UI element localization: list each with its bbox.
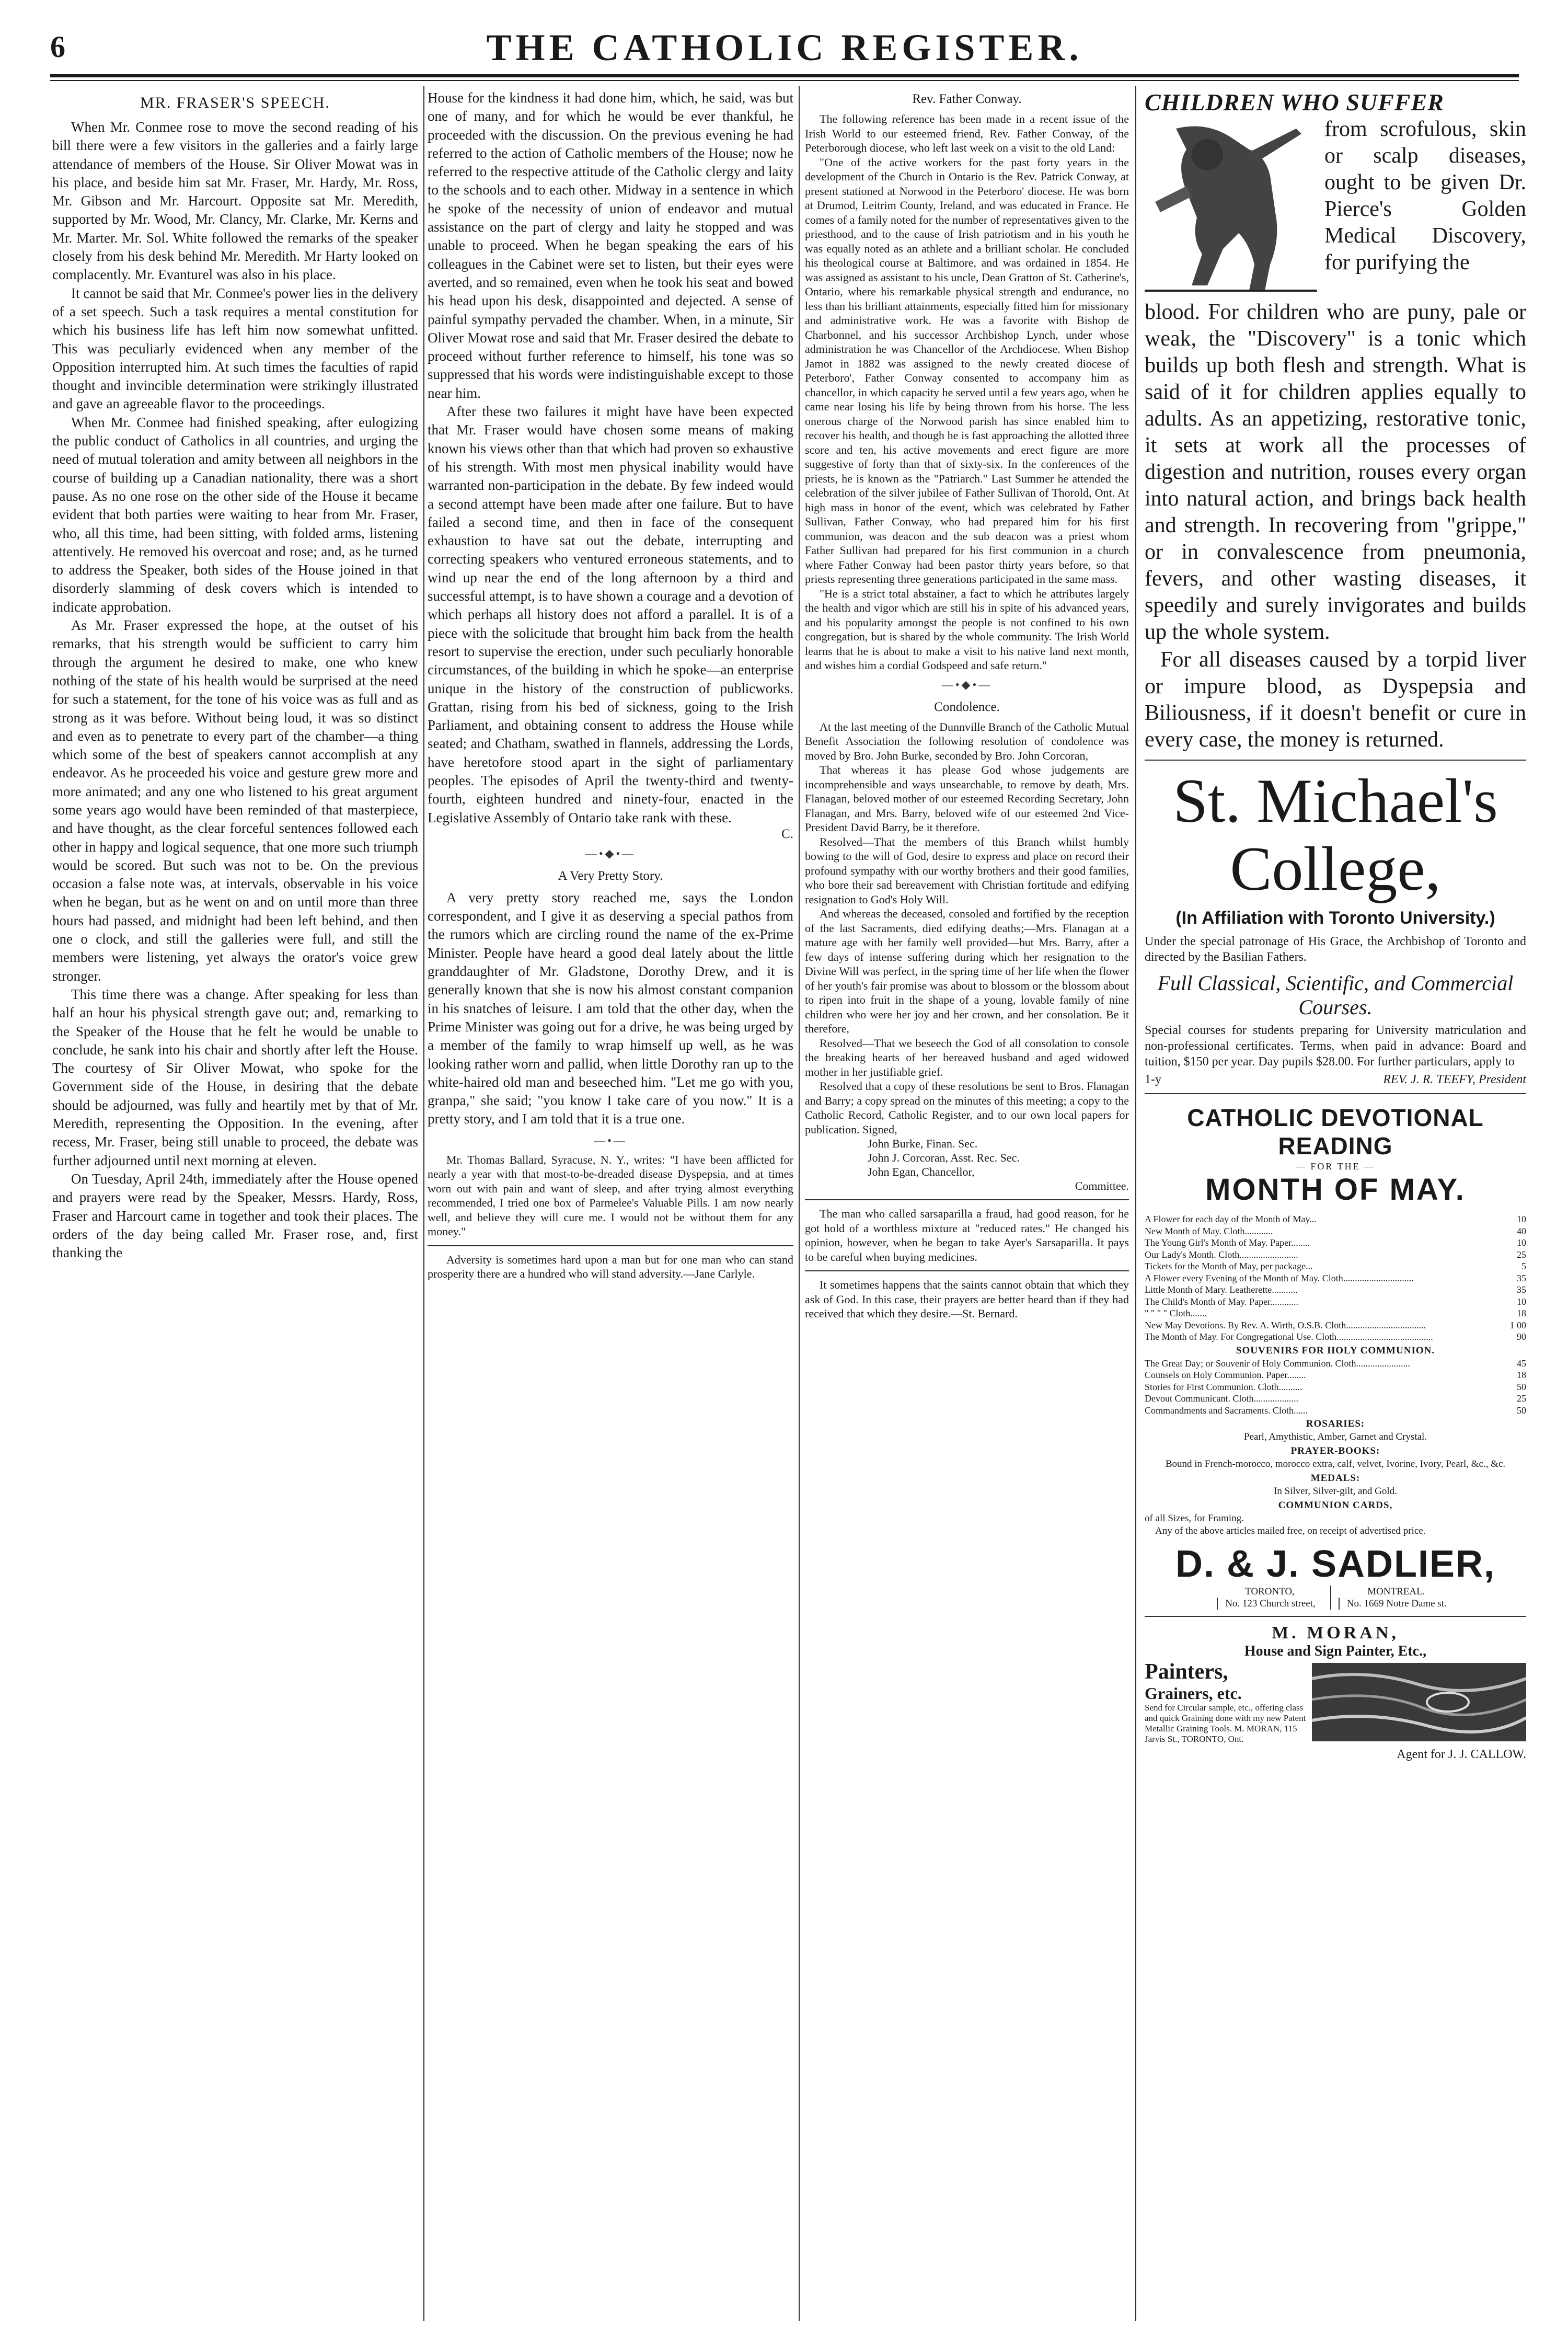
list-item: New Month of May. Cloth............ 40: [1145, 1225, 1526, 1236]
publisher-addresses: [1145, 1586, 1526, 1610]
grain-sample-image: [1312, 1663, 1526, 1741]
paragraph: As Mr. Fraser expressed the hope, at the outset of his remarks, that his strength would be sufficient to carry him through the argument he desired to make, one who knew nothing of the state of his health would be surprised at the need for such a statement, for the tone of his voice was as full and as strong as it was before. Without being loud, it was so distinct and even as to penetrate to every part of the chamber—a thing which some of the best of speakers cannot accomplish at any endeavor. As he proceeded his voice and gesture grew more and more animated; and any one who listened to his great argument some years ago would have been reminded of that masterpiece, and have thought, as the clear forceful sentences followed each other in happy and logical sequence, that one more such triumph would be scored. But such was not to be. On the previous occasion a false note was, at intervals, observable in his voice when he began, but as he went on and on until more than three hours had passed, and midnight had been left behind, and then one o clock, and still the galleries were full, and still the members were listening, yet always the orator's voice grew stronger.: [52, 617, 418, 984]
section-text: Any of the above articles mailed free, on receipt of advertised price.: [1155, 1525, 1426, 1536]
section-heading: COMMUNION CARDS,: [1278, 1500, 1393, 1511]
signatory: John Burke, Finan. Sec.: [868, 1137, 978, 1150]
college-name: St. Michael's College,: [1173, 766, 1498, 903]
list-item: Tickets for the Month of May, per package... 5: [1145, 1261, 1526, 1271]
list-item: The Young Girl's Month of May. Paper........ 10: [1145, 1237, 1526, 1248]
pierce-ad: [1145, 116, 1526, 753]
list-item: " " " " Cloth....... 18: [1145, 1308, 1526, 1318]
paragraph: Resolved that a copy of these resolutions be sent to Bros. Flanagan and Barry; a copy spread on the minutes of this meeting; a copy to the Catholic Record, Catholic Register, and to our own local papers for publication. Signed,: [805, 1080, 1129, 1136]
list-item: Commandments and Sacraments. Cloth...... 50: [1145, 1405, 1526, 1416]
paragraph: "He is a strict total abstainer, a fact to which he attributes largely the health and vigor which are still his in spite of his advanced years, and his popularity amongst the people is not confined to his own congregation, but is shared by the whole community. The Irish World learns that he is about to make a visit to his native land next month, and wishes him a cordial Godspeed and safe return.": [805, 587, 1129, 672]
list-item: Little Month of Mary. Leatherette........... 35: [1145, 1284, 1526, 1295]
paragraph: When Mr. Conmee had finished speaking, after eulogizing the public conduct of Catholics in all countries, and urging the need of mutual toleration and amity between all neighbors in the course of building up a Canadian nationality, there was a short pause. As no one rose on the other side of the House it became evident that both parties were waiting to hear from Mr. Fraser, who, all this time, had been sitting, with folded arms, listening attentively. He removed his overcoat and rose; and, as he turned to address the Speaker, both sides of the House joined in that disorderly slamming of desk covers which is intended to indicate approbation.: [52, 414, 418, 615]
divider: [805, 1199, 1129, 1200]
signatories: [805, 1136, 1129, 1193]
paragraph: It cannot be said that Mr. Conmee's power lies in the delivery of a set speech. Such a task requires a mental constitution for which his business life has left him now somewhat unfitted. This was peculiarly evidenced when any member of the Opposition interrupted him. At such times the faculties of rapid thought and invincible determination were strikingly illustrated and gave an agreeable flavor to the proceedings.: [52, 285, 418, 412]
paragraph: That whereas it has please God whose judgements are incomprehensible and ways unsearchable, to remove by death, Mrs. Flanagan, beloved mother of our esteemed Recording Secretary, John Flanagan, and Mrs. Barry, beloved wife of our esteemed 2nd Vice-President David Barry, be it therefore.: [805, 763, 1129, 834]
ornament-divider: —•◆•—: [585, 846, 636, 860]
divider: [1145, 1616, 1526, 1617]
masthead-rule: [50, 74, 1519, 77]
college-courses: Full Classical, Scientific, and Commercial Courses.: [1157, 971, 1514, 1019]
list-item: A Flower for each day of the Month of May... 10: [1145, 1214, 1526, 1224]
devotional-heading: CATHOLIC DEVOTIONAL READING: [1187, 1104, 1484, 1159]
souvenir-list: [1145, 1358, 1526, 1417]
ornament-divider: —•◆•—: [941, 678, 993, 691]
paragraph: The following reference has been made in a recent issue of the Irish World to our esteemed friend, Rev. Father Conway, of the Peterborough diocese, who left last week on a visit to the old Land:: [805, 112, 1129, 154]
list-item: A Flower every Evening of the Month of May. Cloth.............................. 35: [1145, 1272, 1526, 1283]
section-text: Pearl, Amythistic, Amber, Garnet and Crystal.: [1243, 1431, 1427, 1442]
publisher-name: D. & J. SADLIER,: [1175, 1543, 1496, 1585]
article-headline: A Very Pretty Story.: [558, 868, 663, 883]
section-heading: SOUVENIRS FOR HOLY COMMUNION.: [1236, 1345, 1435, 1356]
list-item: The Great Day; or Souvenir of Holy Communion. Cloth....................... 45: [1145, 1358, 1526, 1369]
agent-line: Agent for J. J. CALLOW.: [1397, 1748, 1526, 1761]
section-text: of all Sizes, for Framing.: [1145, 1513, 1244, 1524]
list-item: Our Lady's Month. Cloth......................... 25: [1145, 1249, 1526, 1260]
grainers-label: Grainers, etc.: [1145, 1684, 1242, 1703]
paper-title: THE CATHOLIC REGISTER.: [486, 27, 1083, 68]
engraving-illustration: [1145, 118, 1317, 296]
paragraph: This time there was a change. After speaking for less than half an hour his physical strength gave out; and, remarking to the Speaker of the House that he felt he would be unable to conclude, he sank into his chair and shortly after left the House. The courtesy of Sir Oliver Mowat, who spoke for the Government side of the House, in desiring that the debate should be adjourned, was fully and heartily met by that of Mr. Meredith, representing the Opposition. In the evening, after recess, Mr. Fraser, being still unable to proceed, the debate was further adjourned until next morning at eleven.: [52, 986, 418, 1168]
list-item: Stories for First Communion. Cloth.......... 50: [1145, 1381, 1526, 1392]
list-item: Devout Communicant. Cloth................... 25: [1145, 1393, 1526, 1404]
painter-subtitle: House and Sign Painter, Etc.,: [1244, 1643, 1427, 1659]
list-item: Counsels on Holy Communion. Paper........ 18: [1145, 1370, 1526, 1380]
section-heading: ROSARIES:: [1306, 1418, 1365, 1429]
paragraph: On Tuesday, April 24th, immediately after the House opened and prayers were read by the Speaker, Messrs. Hardy, Ross, Fraser and Harcourt came in together and took their places. The orders of the day being called Mr. Fraser rose, and, first thanking the: [52, 1170, 418, 1261]
signature: C.: [781, 826, 793, 841]
ad-code: 1-y: [1145, 1073, 1161, 1086]
divider: [805, 1270, 1129, 1271]
paragraph: After these two failures it might have have been expected that Mr. Fraser would have chosen some means of making known his views other than that which had proven so exhaustive of his strength. With most men physical inability would have warranted non-participation in the debate. By few indeed would a second attempt have been made after one failure. But to have failed a second time, and then in face of the consequent exhaustion to have sat out the debate, interrupting and correcting speakers who ventured erroneous statements, and to wind up near the end of the long afternoon by a third and successful attempt, is to have shown a courage and a devotion of which perhaps all history does not afford a parallel. It is of a piece with the solicitude that brought him back from the health resort to supervise the erection, under such peculiarly honorable circumstances, of the building in which he spoke—an enterprise unique in the history of the construction of publicworks. Grattan, rising from his bed of sickness, going to the Irish Parliament, and obtaining consent to address the House while seated; and Chatham, swathed in flannels, addressing the Lords, have heretofore stood apart in the sight of parliamentary peoples. The episodes of April the twenty-third and twenty-fourth, eighteen hundred and ninety-four, enacted in the Legislative Assembly of Ontario take rank with these.: [428, 404, 793, 825]
paragraph: At the last meeting of the Dunnville Branch of the Catholic Mutual Benefit Association the following resolution of condolence was moved by Bro. John Burke, seconded by Bro. John Corcoran,: [805, 720, 1129, 762]
section-heading: MEDALS:: [1310, 1473, 1361, 1484]
column-1: [52, 89, 418, 1262]
section-heading: PRAYER-BOOKS:: [1290, 1445, 1380, 1456]
list-item: The Month of May. For Congregational Use. Cloth......................................... 90: [1145, 1331, 1526, 1342]
article-headline: MR. FRASER'S SPEECH.: [140, 94, 330, 111]
masthead-rule-thin: [50, 80, 1519, 81]
book-list: [1145, 1213, 1526, 1343]
column-divider: [1135, 86, 1136, 2321]
address-toronto: TORONTO, No. 123 Church street,: [1209, 1586, 1330, 1610]
column-3: [805, 89, 1129, 1321]
divider: [428, 1245, 793, 1246]
paragraph: "One of the active workers for the past forty years in the development of the Church in Ontario is the Rev. Patrick Conway, at present stationed at Norwood in the Peterboro' diocese. He was born at Drumod, Leitrim County, Ireland, and was educated in France. He comes of a family noted for the number of representatives given to the priesthood, and to the cause of Irish patriotism and in his youth he was equally noted as an athlete and a brilliant scholar. He concluded his theological course at Baltimore, and was ordained in 1854. He was assigned as assistant to his uncle, Dean Gratton of St. Catherine's, Ontario, where his remarkable physical strength and endurance, no less than his brilliant attainments, especially fitted him for missionary and administrative work. He was a favorite with Bishop de Charbonnel, and his successor Archbishop Lynch, under whose administration he was Chancellor of the Archdiocese. When Bishop Jamot in 1882 was assigned to the newly created diocese of Peterboro', Father Conway consented to accompany him as chancellor, in which capacity he served until a few years ago, when he came near losing his life by being thrown from his horse. The less onerous charge of the Norwood parish has since enabled him to recover his health, and though he is fast approaching the allotted three score and ten, his active movements and erect figure are more suggestive of forty than that of sixty-six. In the conferences of the priests, he is known as the "Patriarch." Last Summer he attended the celebration of the silver jubilee of Father Sullivan of Thorold, Ont. At high mass in honor of the event, which was celebrated by Father Sullivan, Father Conway, who had prepared him for his first communion, was deacon and the sub deacon was a priest whom Father Sullivan had prepared for his first communion in a church where Father Conway had been pastor thirty years before, so that priests representing three generations participated in the same mass.: [805, 155, 1129, 586]
college-affiliation: (In Affiliation with Toronto University.): [1175, 908, 1495, 928]
advertisement-text: Mr. Thomas Ballard, Syracuse, N. Y., writes: "I have been afflicted for nearly a year with that most-to-be-dreaded disease Dyspepsia, and at times worn out with pain and want of sleep, and after trying almost everything recommended, I tried one box of Parmelee's Valuable Pills. I am now nearly well, and believe they will cure me. I would not be without them for any money.": [428, 1153, 793, 1238]
painter-name: M. MORAN,: [1272, 1623, 1399, 1643]
painters-label: Painters,: [1145, 1660, 1228, 1684]
column-4: [1145, 89, 1526, 1762]
masthead: [50, 26, 1519, 71]
paragraph: The man who called sarsaparilla a fraud, had good reason, for he got hold of a worthless mixture at "reduced rates." He changed his opinion, however, when he began to take Ayer's Sarsaparilla. It pays to be careful when buying medicines.: [805, 1207, 1129, 1264]
paragraph: A very pretty story reached me, says the London correspondent, and I give it as deserving a special pathos from the rumors which are circling round the name of the ex-Prime Minister. People have heard a good deal lately about the little granddaughter of Mr. Gladstone, Dorothy Drew, and it is generally known that she is now his almost constant companion in his snatches of leisure. I am told that the other day, when the Prime Minister was going out for a drive, he was being urged by a member of the family to wrap himself up well, as he was looking rather worn and pallid, when little Dorothy ran up to the white-haired old man and beseeched him. "Let me go with you, granpa," she said; "you know I take care of you now." It is a pretty story, and I am told that it is a true one.: [428, 889, 793, 1127]
page-number: 6: [50, 30, 65, 64]
column-divider: [799, 86, 800, 2321]
column-divider: [423, 86, 424, 2321]
painter-details: Send for Circular sample, etc., offering class and quick Graining done with my new Patent Metallic Graining Tools. M. MORAN, 115 Jarvis St., TORONTO, Ont.: [1145, 1703, 1306, 1744]
college-details: Special courses for students preparing for University matriculation and non-professional certificates. Terms, when paid in advance: Board and tuition, $150 per year. Day pupils $28.00. For further particulars, apply to: [1145, 1024, 1526, 1069]
signatory: John J. Corcoran, Asst. Rec. Sec.: [868, 1151, 1020, 1164]
address-montreal: MONTREAL. No. 1669 Notre Dame st.: [1330, 1586, 1461, 1610]
president-name: REV. J. R. TEEFY, President: [1383, 1073, 1526, 1086]
divider: [1145, 760, 1526, 761]
devotional-for: — FOR THE —: [1295, 1161, 1376, 1172]
ad-side-text: from scrofulous, skin or scalp diseases, ought to be given Dr. Pierce's Golden Medical Discovery, for purifying the: [1324, 117, 1526, 274]
ad-body: blood. For children who are puny, pale or weak, the "Discovery" is a tonic which builds up both flesh and strength. What is said of it for children applies equally to adults. As an appetizing, restorative tonic, it sets at work all the processes of digestion and nutrition, rouses every organ into natural action, and brings back health and strength. In recovering from "grippe," or in convalescence from pneumonia, fevers, and other wasting diseases, it speedily and surely invigorates and builds up the whole system.: [1145, 300, 1526, 644]
list-item: New May Devotions. By Rev. A. Wirth, O.S.B. Cloth.................................. 1 00: [1145, 1319, 1526, 1330]
section-text: Bound in French-morocco, morocco extra, calf, velvet, Ivorine, Ivory, Pearl, &c., &c.: [1165, 1459, 1506, 1470]
ornament-divider: —•—: [594, 1133, 627, 1147]
paragraph: And whereas the deceased, consoled and fortified by the reception of the last Sacraments, died edifying deaths;—Mrs. Flanagan at a mature age with her family well provided—but Mrs. Barry, after a few days of intense suffering during which her resignation to the Divine Will was perfect, in the spring time of her life when the flower of her youth's fair promise was about to blossom or the blossom about to ripen into fruit in the shape of a young, lovable family of nine children who were her joy and her crown, and her consolation. Be it therefore,: [805, 907, 1129, 1035]
college-signature: [1145, 1073, 1526, 1087]
painter-ad: [1145, 1660, 1526, 1744]
signatory: John Egan, Chancellor,: [868, 1165, 975, 1178]
article-headline: Rev. Father Conway.: [912, 92, 1022, 106]
quotation: Adversity is sometimes hard upon a man but for one man who can stand prosperity there are a hundred who will stand adversity.—Jane Carlyle.: [428, 1253, 793, 1281]
list-item: The Child's Month of May. Paper............ 10: [1145, 1296, 1526, 1307]
paragraph: House for the kindness it had done him, which, he said, was but one of many, and for which he would be ever thankful, he proceeded with the discussion. On the previous evening he had referred to the action of Catholic members of the House; now he referred to the respective attitude of the Catholic clergy and laity to the schools and to each other. Midway in a sentence in which he spoke of the necessity of union of endeavor and mutual assistance on the part of clergy and laity he stopped and was unable to proceed. When he began speaking the ears of his colleagues in the Cabinet were set to listen, but their eyes were averted, and so remained, even when he took his seat and bowed his head upon his desk, disappointed and dejected. A sense of painful sympathy pervaded the chamber. When, in a minute, Sir Oliver Mowat rose and said that Mr. Fraser desired the debate to proceed without further reference to himself, his tone was so suppressed that his words were indistinguishable except to those near him.: [428, 90, 793, 401]
column-2: [428, 89, 793, 1281]
paragraph: Resolved—That we beseech the God of all consolation to console the breaking hearts of her bereaved husband and aged widowed mother in her justifiable grief.: [805, 1036, 1129, 1078]
signatory: Committee.: [1075, 1179, 1129, 1192]
ad-body: For all diseases caused by a torpid liver or impure blood, as Dyspepsia and Biliousness, if it doesn't benefit or cure in every case, the money is returned.: [1145, 648, 1526, 752]
section-text: In Silver, Silver-gilt, and Gold.: [1274, 1486, 1397, 1497]
divider: [1145, 1093, 1526, 1094]
ad-headline: CHILDREN WHO SUFFER: [1145, 89, 1444, 116]
paragraph: Resolved—That the members of this Branch whilst humbly bowing to the will of God, desire to express and place on record their profound sympathy with our worthy brothers and their good families, who bore their sad bereavement with Christian fortitude and edifying resignation to God's Holy Will.: [805, 835, 1129, 906]
article-headline: Condolence.: [934, 699, 1000, 714]
paragraph: When Mr. Conmee rose to move the second reading of his bill there were a few visitors in the galleries and a fairly large attendance of members of the House. Sir Oliver Mowat was in his place, and beside him sat Mr. Fraser, Mr. Hardy, Mr. Ross, Mr. Gibson and Mr. Harcourt. Opposite sat Mr. Meredith, supported by Mr. Wood, Mr. Clancy, Mr. Clarke, Mr. Kerns and Mr. Marter. Mr. Sol. White followed the remarks of the speaker closely from his desk behind Mr. Meredith. Mr Harty looked on complacently. Mr. Evanturel was also in his place.: [52, 119, 418, 283]
college-patronage: Under the special patronage of His Grace, the Archbishop of Toronto and directed by the Basilian Fathers.: [1145, 935, 1526, 964]
devotional-month: MONTH OF MAY.: [1205, 1173, 1466, 1207]
paragraph: It sometimes happens that the saints cannot obtain that which they ask of God. In this case, their prayers are better heard than if they had received that which they desire.—St. Bernard.: [805, 1278, 1129, 1320]
